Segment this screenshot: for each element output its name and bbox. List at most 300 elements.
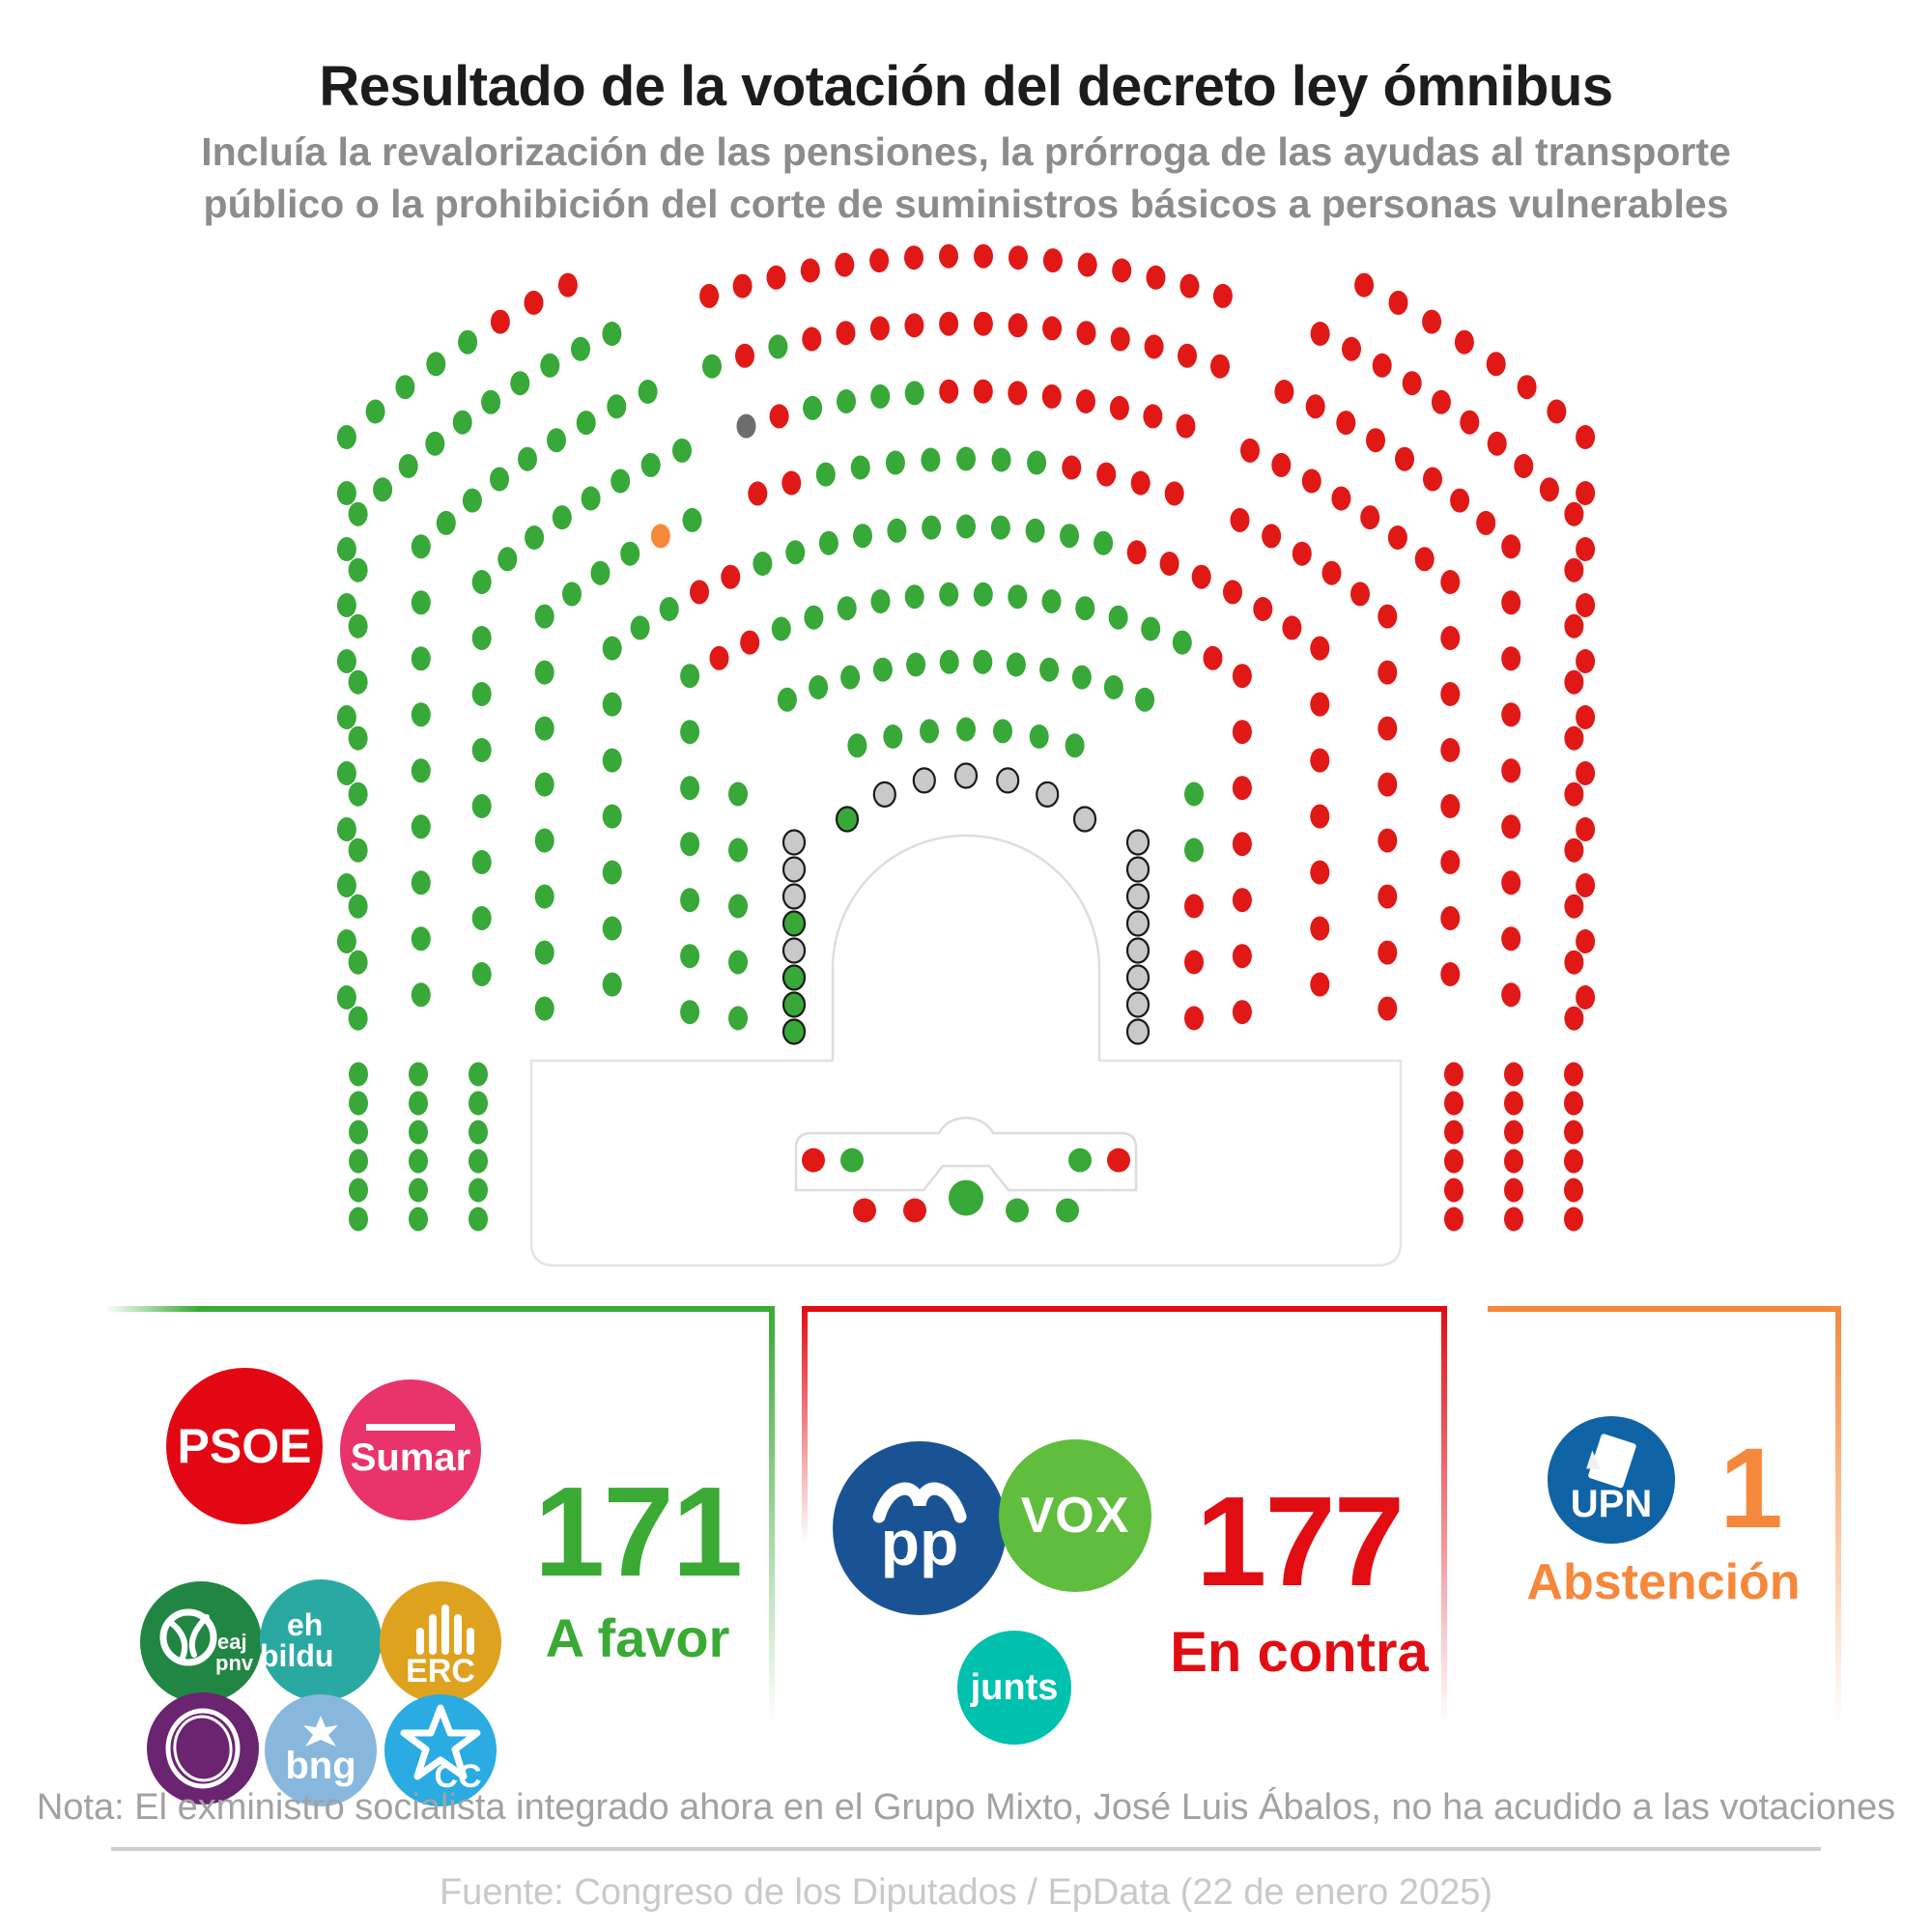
seat xyxy=(1009,313,1028,337)
seat xyxy=(1378,661,1397,685)
seat xyxy=(651,524,670,548)
seat xyxy=(591,561,611,585)
seat xyxy=(472,906,492,930)
svg-text:eaj: eaj xyxy=(217,1630,247,1654)
abstencion-border-right xyxy=(1835,1306,1841,1747)
seat xyxy=(847,733,867,757)
seat xyxy=(733,274,753,298)
seat xyxy=(472,794,492,818)
seat xyxy=(1547,400,1566,424)
seat xyxy=(956,447,976,471)
seat xyxy=(905,584,924,609)
seat xyxy=(1576,761,1595,785)
seat xyxy=(1373,354,1392,378)
seat xyxy=(611,469,630,494)
seat xyxy=(1354,273,1374,298)
seat xyxy=(992,448,1011,472)
mesa-seat xyxy=(903,1199,926,1223)
seat xyxy=(349,1150,368,1174)
seat xyxy=(1576,649,1595,673)
seat xyxy=(1076,389,1095,413)
bench-seat xyxy=(1127,939,1149,963)
seat xyxy=(1141,617,1160,641)
seat xyxy=(337,481,356,505)
bench-seat xyxy=(837,808,858,832)
seat xyxy=(1310,693,1329,717)
seat xyxy=(1143,404,1162,428)
bench-seat xyxy=(783,993,805,1017)
seat xyxy=(837,389,856,413)
bench-seat xyxy=(783,831,805,855)
favor-count: 171 xyxy=(533,1461,742,1603)
seat xyxy=(1504,1208,1523,1232)
seat xyxy=(1378,997,1397,1021)
seat xyxy=(1432,390,1451,414)
mesa-seat xyxy=(802,1149,825,1173)
seat xyxy=(1282,615,1301,639)
seat xyxy=(1077,321,1096,345)
seat xyxy=(535,997,554,1021)
seat xyxy=(337,649,356,673)
seat xyxy=(1576,481,1595,505)
seat xyxy=(1576,817,1595,841)
seat xyxy=(1306,394,1325,418)
seat xyxy=(1501,590,1520,614)
seat xyxy=(974,582,993,607)
seat xyxy=(607,394,626,418)
seat xyxy=(1360,505,1379,529)
seat xyxy=(1378,829,1397,853)
seat xyxy=(1302,469,1321,494)
seat xyxy=(1274,380,1293,404)
seat xyxy=(853,524,872,548)
seat xyxy=(1233,664,1252,688)
seat xyxy=(1422,310,1441,334)
seat xyxy=(1564,726,1583,751)
seat xyxy=(1504,1063,1523,1087)
seat xyxy=(1262,524,1281,548)
seat xyxy=(728,782,748,807)
bench-seat xyxy=(783,939,805,963)
seat xyxy=(337,761,356,785)
seat xyxy=(540,354,559,378)
seat xyxy=(412,982,431,1007)
seat xyxy=(1008,584,1027,609)
seat xyxy=(481,390,500,414)
seat xyxy=(469,1179,488,1203)
seat xyxy=(453,411,472,435)
seat xyxy=(1487,352,1506,376)
seat xyxy=(1009,245,1028,270)
seat xyxy=(1576,873,1595,897)
seat xyxy=(1501,702,1520,726)
seat xyxy=(737,414,756,439)
seat xyxy=(1007,653,1026,677)
seat xyxy=(1065,733,1085,757)
seat xyxy=(1450,489,1469,513)
eaj-pnv-swirl-icon xyxy=(140,1581,262,1703)
seat xyxy=(409,1121,428,1145)
seat xyxy=(472,738,492,762)
seat xyxy=(602,322,621,346)
svg-text:CC: CC xyxy=(434,1758,482,1795)
seat xyxy=(1336,411,1355,435)
seat xyxy=(603,749,622,773)
seat xyxy=(1062,456,1081,480)
seat xyxy=(1476,511,1495,535)
seat xyxy=(1233,944,1252,968)
seat xyxy=(337,705,356,729)
abstencion-count: 1 xyxy=(1719,1425,1781,1552)
seat xyxy=(577,411,596,435)
seat xyxy=(409,1092,428,1116)
seat xyxy=(680,664,699,688)
seat xyxy=(768,334,787,358)
seat xyxy=(469,1092,488,1116)
seat xyxy=(412,870,431,895)
seat xyxy=(710,646,729,670)
seat xyxy=(603,917,622,941)
seat xyxy=(469,1150,488,1174)
seat xyxy=(535,885,554,909)
government-bench-arch xyxy=(833,836,1099,1061)
seat xyxy=(1160,552,1179,576)
seat xyxy=(349,1092,368,1116)
seat xyxy=(886,451,905,475)
seat xyxy=(974,244,993,269)
erc-bars-icon xyxy=(380,1581,501,1703)
seat xyxy=(1204,646,1223,670)
logo-erc xyxy=(380,1581,501,1703)
contra-label: En contra xyxy=(1170,1621,1429,1684)
logo-eaj-pnv xyxy=(140,1581,262,1703)
seat xyxy=(337,817,356,841)
seat xyxy=(672,439,692,463)
seat xyxy=(767,266,786,290)
seat xyxy=(1027,451,1046,475)
seat xyxy=(1039,658,1059,682)
logo-pp xyxy=(833,1441,1007,1615)
seat xyxy=(620,542,639,566)
seat xyxy=(1042,384,1062,409)
mesa-seat xyxy=(1006,1199,1029,1223)
seat xyxy=(1504,1179,1523,1203)
seat xyxy=(1178,344,1197,368)
seat xyxy=(680,944,699,968)
seat xyxy=(1310,973,1329,997)
seat xyxy=(870,316,890,340)
seat xyxy=(510,371,529,395)
seat xyxy=(728,895,748,919)
seat xyxy=(804,606,823,630)
seat xyxy=(1147,266,1166,290)
seat xyxy=(1564,1150,1583,1174)
logo-junts xyxy=(957,1631,1071,1745)
seat xyxy=(1177,414,1196,439)
seat xyxy=(1233,888,1252,912)
seat xyxy=(904,245,923,270)
seat xyxy=(680,1000,699,1024)
seat xyxy=(1501,534,1520,558)
bng-star-icon xyxy=(299,1716,342,1748)
seat xyxy=(349,726,368,751)
logo-eh-bildu xyxy=(260,1579,382,1701)
seat xyxy=(728,951,748,975)
seat xyxy=(740,631,759,655)
ehbildu-line2: bildu xyxy=(260,1638,334,1673)
seat xyxy=(535,661,554,685)
seat xyxy=(1293,542,1312,566)
seat xyxy=(1072,666,1092,690)
seat xyxy=(753,552,772,576)
seat xyxy=(1342,337,1361,361)
seat xyxy=(1184,951,1204,975)
seat xyxy=(1423,468,1442,492)
seat xyxy=(816,463,836,487)
svg-text:ERC: ERC xyxy=(406,1653,475,1690)
seat xyxy=(469,1063,488,1087)
seat xyxy=(1440,962,1460,986)
seat xyxy=(349,558,368,582)
seat xyxy=(1135,688,1154,712)
seat xyxy=(991,516,1010,540)
seat xyxy=(337,873,356,897)
logo-upn xyxy=(1548,1416,1675,1544)
seat xyxy=(1026,519,1045,543)
seat xyxy=(1514,454,1533,478)
seat xyxy=(939,244,958,269)
seat xyxy=(1096,463,1116,487)
svg-text:UPN: UPN xyxy=(1570,1483,1653,1525)
seat xyxy=(497,547,517,571)
bench-seat xyxy=(1037,782,1058,807)
seat xyxy=(869,248,889,272)
seat xyxy=(349,782,368,807)
seat xyxy=(426,352,445,376)
contra-border-left xyxy=(802,1306,808,1571)
seat xyxy=(558,273,578,298)
seat xyxy=(1112,259,1131,283)
seat xyxy=(1060,524,1079,548)
seat xyxy=(1233,832,1252,856)
seat xyxy=(974,312,993,336)
seat xyxy=(1008,381,1027,405)
seat xyxy=(1109,606,1128,630)
seat xyxy=(778,688,797,712)
seat xyxy=(1042,316,1062,340)
seat xyxy=(1378,941,1397,965)
seat xyxy=(748,481,767,505)
seat xyxy=(680,832,699,856)
seat xyxy=(770,404,789,428)
seat xyxy=(1504,1092,1523,1116)
logo-psoe xyxy=(166,1368,323,1524)
bench-seat xyxy=(874,782,895,807)
seat xyxy=(1576,929,1595,953)
seat xyxy=(1444,1208,1463,1232)
seat xyxy=(1444,1150,1463,1174)
seat xyxy=(1184,838,1204,863)
seat xyxy=(409,1179,428,1203)
abstencion-border-top xyxy=(1488,1306,1841,1312)
seat xyxy=(1378,605,1397,629)
seat xyxy=(1440,626,1460,650)
seat xyxy=(337,425,356,449)
seat xyxy=(469,1121,488,1145)
bench-seat xyxy=(1127,1020,1149,1044)
bench-seat xyxy=(783,966,805,990)
seat xyxy=(939,380,958,404)
seat xyxy=(680,720,699,744)
seat xyxy=(887,519,906,543)
seat xyxy=(1233,1000,1252,1024)
seat xyxy=(395,375,414,399)
seat xyxy=(525,526,544,550)
mesa-president-seat xyxy=(949,1180,983,1216)
seat xyxy=(1078,253,1097,277)
seat xyxy=(922,516,941,540)
footnote: Nota: El exministro socialista integrado ahora en el Grupo Mixto, José Luis Ábalos, no ha acudido a las votaciones xyxy=(36,1787,1896,1828)
seat xyxy=(1253,597,1272,621)
seat xyxy=(1564,1063,1583,1087)
seat xyxy=(1042,589,1062,613)
svg-text:pp: pp xyxy=(880,1507,959,1578)
seat xyxy=(1564,1121,1583,1145)
seat xyxy=(840,666,860,690)
pp-gaviota-icon xyxy=(833,1441,1007,1615)
seat xyxy=(1271,453,1291,477)
seat xyxy=(1460,411,1479,435)
seat xyxy=(1389,291,1408,315)
seat xyxy=(1501,814,1520,838)
seat xyxy=(1564,1092,1583,1116)
seat xyxy=(437,511,456,535)
seat xyxy=(603,973,622,997)
seat xyxy=(1378,717,1397,741)
seat xyxy=(871,589,891,613)
seat xyxy=(535,605,554,629)
seat xyxy=(1564,895,1583,919)
seat xyxy=(1440,906,1460,930)
seat xyxy=(851,456,870,480)
seat xyxy=(349,951,368,975)
seat xyxy=(1231,508,1250,532)
seat xyxy=(1564,838,1583,863)
seat xyxy=(1501,646,1520,670)
seat xyxy=(735,344,754,368)
seat xyxy=(1311,322,1330,346)
seat xyxy=(1310,861,1329,885)
seat xyxy=(660,597,679,621)
seat xyxy=(1223,580,1242,604)
seat xyxy=(1184,782,1204,807)
bench-seat xyxy=(1127,831,1149,855)
seat xyxy=(1564,502,1583,526)
seat xyxy=(463,489,482,513)
seat xyxy=(809,675,828,699)
bench-seat xyxy=(1127,993,1149,1017)
seat xyxy=(940,650,959,674)
seat xyxy=(1504,1121,1523,1145)
seat xyxy=(349,1179,368,1203)
bench-seat xyxy=(1127,885,1149,909)
seat xyxy=(1564,1007,1583,1031)
favor-border-top xyxy=(104,1306,775,1312)
seat xyxy=(518,447,537,471)
seat xyxy=(349,502,368,526)
bench-seat xyxy=(783,912,805,936)
seat xyxy=(472,962,492,986)
mesa-seat xyxy=(1107,1149,1130,1173)
seat xyxy=(1440,738,1460,762)
ehbildu-line1: eh xyxy=(287,1607,324,1642)
bench-seat xyxy=(1127,858,1149,882)
seat xyxy=(1233,720,1252,744)
seat xyxy=(728,1007,748,1031)
seat xyxy=(582,487,601,511)
seat xyxy=(680,888,699,912)
seat xyxy=(1378,773,1397,797)
seat xyxy=(1576,593,1595,617)
source-line: Fuente: Congreso de los Diputados / EpData (22 de enero 2025) xyxy=(439,1872,1493,1913)
bng-label: bng xyxy=(285,1745,356,1787)
seat xyxy=(1395,447,1414,471)
seat xyxy=(1504,1150,1523,1174)
seat xyxy=(973,650,992,674)
seat xyxy=(993,719,1012,743)
seat xyxy=(349,614,368,639)
seat xyxy=(721,565,740,589)
seat xyxy=(373,477,392,501)
seat xyxy=(702,355,722,379)
svg-text:pnv: pnv xyxy=(215,1651,254,1675)
seat xyxy=(1501,982,1520,1007)
seat xyxy=(1564,1179,1583,1203)
seat xyxy=(921,448,940,472)
bench-seat xyxy=(1127,912,1149,936)
seat xyxy=(425,432,444,456)
seat xyxy=(1501,870,1520,895)
seat xyxy=(837,321,856,345)
seat xyxy=(1440,794,1460,818)
seat xyxy=(603,693,622,717)
sumar-bar-icon xyxy=(366,1424,455,1431)
seat xyxy=(905,381,924,405)
seat xyxy=(1310,917,1329,941)
seat xyxy=(920,719,939,743)
seat xyxy=(1576,985,1595,1009)
seat xyxy=(412,534,431,558)
seat xyxy=(472,570,492,594)
seat xyxy=(1310,637,1329,661)
seat xyxy=(1145,334,1164,358)
seat xyxy=(349,838,368,863)
seat xyxy=(904,313,923,337)
seat xyxy=(906,653,925,677)
favor-border-right xyxy=(769,1306,775,1747)
seat xyxy=(728,838,748,863)
seat xyxy=(683,508,702,532)
contra-count: 177 xyxy=(1195,1470,1404,1612)
seat xyxy=(1331,487,1350,511)
seat xyxy=(1043,248,1063,272)
separator-line xyxy=(111,1847,1821,1851)
seat xyxy=(409,1150,428,1174)
seat xyxy=(1488,432,1507,456)
seat xyxy=(1518,375,1537,399)
seat xyxy=(1210,355,1230,379)
seat xyxy=(883,724,902,749)
